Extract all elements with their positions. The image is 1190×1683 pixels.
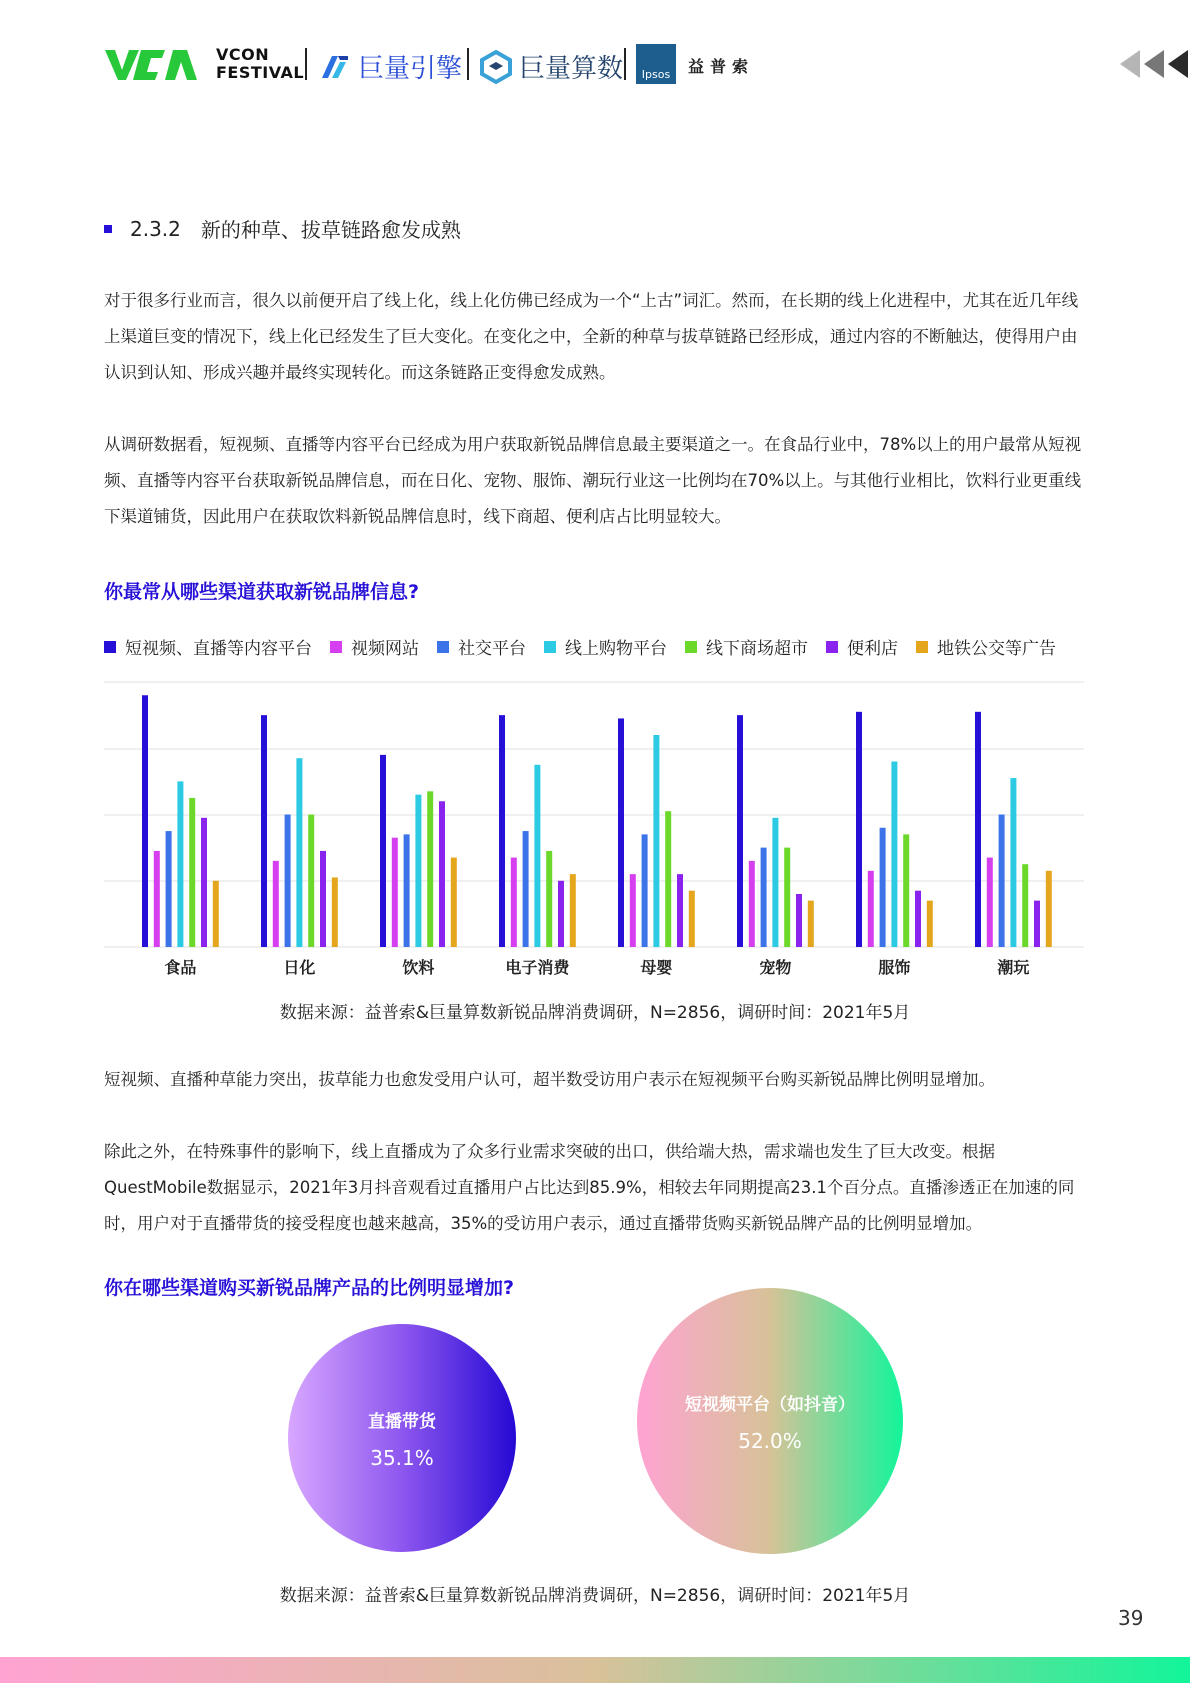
bar: [761, 848, 767, 947]
circle-label: 短视频平台（如抖音）: [685, 1394, 855, 1415]
bar: [154, 851, 160, 947]
bar: [927, 901, 933, 947]
circle-source-note: 数据来源：益普索&巨量算数新锐品牌消费调研，N=2856，调研时间：2021年5月: [279, 1586, 911, 1606]
bar: [796, 894, 802, 947]
legend-swatch: [544, 641, 556, 653]
bar: [987, 858, 993, 947]
bar: [856, 712, 862, 947]
legend-swatch: [916, 641, 928, 653]
bar: [523, 831, 529, 947]
bar: [689, 891, 695, 947]
chart-question-title: 你最常从哪些渠道获取新锐品牌信息?: [104, 581, 420, 603]
bar: [880, 828, 886, 947]
legend-item: [826, 634, 898, 659]
bar: [546, 851, 552, 947]
bar: [142, 695, 148, 947]
bar: [201, 818, 207, 947]
legend-swatch: [104, 641, 116, 653]
x-tick-label: 母婴: [640, 958, 673, 977]
circle-value: 52.0%: [738, 1428, 802, 1453]
vcon-logo: [105, 50, 205, 80]
bar: [665, 811, 671, 947]
suanshu-icon: [479, 50, 513, 84]
bar: [737, 715, 743, 947]
legend-swatch: [437, 641, 449, 653]
x-tick-label: 日化: [283, 958, 316, 977]
bar: [261, 715, 267, 947]
page-header: [0, 0, 1190, 130]
bar: [558, 881, 564, 947]
bar: [868, 871, 874, 947]
ipsos-logo: Ipsos: [636, 44, 676, 84]
section-heading: [104, 214, 461, 243]
circle-value: 35.1%: [370, 1445, 434, 1470]
bar: [653, 735, 659, 947]
bullet-icon: [104, 225, 112, 233]
x-tick-label: 潮玩: [997, 958, 1030, 977]
bar: [332, 877, 338, 947]
bar: [1022, 864, 1028, 947]
chart-source-note: 数据来源：益普索&巨量算数新锐品牌消费调研，N=2856，调研时间：2021年5月: [279, 1003, 911, 1023]
footer-gradient-bar: [0, 1657, 1190, 1683]
bar: [439, 801, 445, 947]
bar: [749, 861, 755, 947]
bar: [415, 795, 421, 947]
suanshu-logo: 巨量算数: [479, 48, 623, 85]
paragraph-4: 除此之外，在特殊事件的影响下，线上直播成为了众多行业需求突破的出口，供给端大热，需求端也发生了巨大改变。根据QuestMobile数据显示，2021年3月抖音观看过直播用户占比达到85.9%，相较去年同期提高23.1个百分点。直播渗透正在加速的同时，用户对于直播带货的接受程度也越来越高，35%的受访用户表示，通过直播带货购买新锐品牌产品的比例明显增加。: [104, 1142, 1075, 1233]
vcon-festival-text: VCON FESTIVAL: [216, 45, 305, 82]
legend-item: [330, 634, 419, 659]
x-tick-label: 食品: [164, 958, 197, 977]
bar: [285, 815, 291, 948]
legend-item: [916, 634, 1056, 659]
bar: [451, 858, 457, 947]
bar: [808, 901, 814, 947]
paragraph-2: 从调研数据看，短视频、直播等内容平台已经成为用户获取新锐品牌信息最主要渠道之一。在食品行业中，78%以上的用户最常从短视频、直播等内容平台获取新锐品牌信息，而在日化、宠物、服饰、潮玩行业这一比例均在70%以上。与其他行业相比，饮料行业更重线下渠道铺货，因此用户在获取饮料新锐品牌信息时，线下商超、便利店占比明显较大。: [104, 435, 1082, 526]
bar: [166, 831, 172, 947]
legend-label: 视频网站: [351, 639, 419, 659]
legend-swatch: [685, 641, 697, 653]
bar: [903, 834, 909, 947]
divider: [305, 48, 307, 80]
oceanengine-icon: [318, 50, 352, 84]
bar: [630, 874, 636, 947]
divider: [624, 48, 626, 80]
bar: [772, 818, 778, 947]
legend-swatch: [826, 641, 838, 653]
bar: [404, 834, 410, 947]
back-arrows-icon: [1118, 50, 1190, 78]
bar: [189, 798, 195, 947]
divider: [467, 48, 469, 80]
x-tick-label: 电子消费: [505, 958, 570, 977]
legend-item: [685, 634, 808, 659]
section-title: 新的种草、拔草链路愈发成熟: [200, 218, 461, 242]
x-tick-label: 服饰: [878, 958, 911, 977]
paragraph-1: 对于很多行业而言，很久以前便开启了线上化，线上化仿佛已经成为一个“上古”词汇。然而，在长期的线上化进程中，尤其在近几年线上渠道巨变的情况下，线上化已经发生了巨大变化。在变化之中，全新的种草与拔草链路已经形成，通过内容的不断触达，使得用户由认识到认知、形成兴趣并最终实现转化。而这条链路正变得愈发成熟。: [104, 291, 1079, 382]
bar: [999, 815, 1005, 948]
bar: [392, 838, 398, 947]
bar: [273, 861, 279, 947]
bar: [618, 718, 624, 947]
legend-item: [104, 634, 312, 659]
legend-label: 地铁公交等广告: [937, 639, 1056, 659]
legend-swatch: [330, 641, 342, 653]
bar: [1034, 901, 1040, 947]
bar: [1046, 871, 1052, 947]
legend-label: 短视频、直播等内容平台: [125, 639, 312, 659]
bar: [380, 755, 386, 947]
bar-chart: [104, 680, 1084, 980]
short-video-share-circle: [637, 1288, 903, 1554]
bar: [320, 851, 326, 947]
bar: [915, 891, 921, 947]
bar: [975, 712, 981, 947]
chart-legend: [104, 634, 1074, 659]
bar: [534, 765, 540, 947]
bar: [308, 815, 314, 948]
x-tick-label: 饮料: [402, 958, 435, 977]
bar: [891, 762, 897, 948]
bar: [1010, 778, 1016, 947]
bar: [296, 758, 302, 947]
livestream-share-circle: [288, 1324, 516, 1552]
legend-label: 社交平台: [458, 639, 526, 659]
x-tick-label: 宠物: [759, 958, 792, 977]
bar: [427, 791, 433, 947]
legend-label: 线下商场超市: [706, 639, 808, 659]
bar: [642, 834, 648, 947]
circle-label: 直播带货: [368, 1411, 436, 1432]
paragraph-3: 短视频、直播种草能力突出，拔草能力也愈发受用户认可，超半数受访用户表示在短视频平台购买新锐品牌比例明显增加。: [104, 1070, 995, 1089]
legend-item: [544, 634, 667, 659]
ipsos-cn-name: 益普索: [688, 57, 755, 76]
bar: [570, 874, 576, 947]
page-number: 39: [1118, 1606, 1144, 1630]
legend-label: 便利店: [847, 639, 898, 659]
bar: [511, 858, 517, 947]
bar: [784, 848, 790, 947]
oceanengine-logo: 巨量引擎: [318, 48, 462, 85]
pie-question-title: 你在哪些渠道购买新锐品牌产品的比例明显增加?: [104, 1277, 515, 1299]
bar: [499, 715, 505, 947]
bar: [213, 881, 219, 947]
bar: [677, 874, 683, 947]
section-number: 2.3.2: [130, 216, 181, 241]
legend-item: [437, 634, 526, 659]
legend-label: 线上购物平台: [565, 639, 667, 659]
bar: [177, 781, 183, 947]
